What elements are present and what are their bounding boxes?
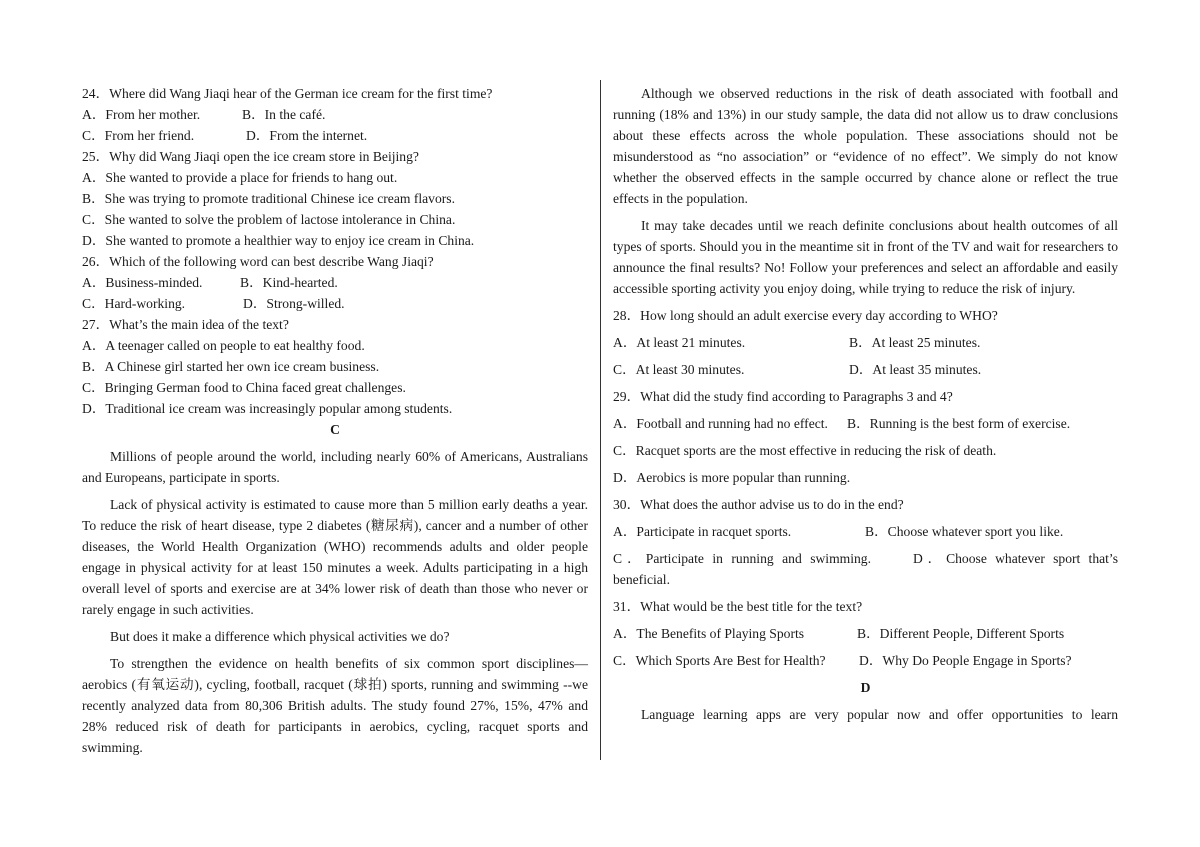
q31-option-c: C．Which Sports Are Best for Health? (613, 653, 826, 668)
q29-option-d: D．Aerobics is more popular than running. (613, 470, 851, 485)
q28-option-c: C．At least 30 minutes. (613, 362, 745, 377)
q25-stem: 25．Why did Wang Jiaqi open the ice cream store in Beijing? (82, 149, 419, 164)
q24-option-a: A．From her mother. (82, 107, 201, 122)
q24-options-row2 (82, 125, 588, 146)
q30-option-d-line2: beneficial. (613, 572, 670, 587)
q26-options-row1 (82, 272, 588, 293)
q28-stem: 28．How long should an adult exercise every day according to WHO? (613, 308, 998, 323)
q29-stem: 29．What did the study find according to Paragraphs 3 and 4? (613, 389, 953, 404)
left-column (82, 83, 588, 758)
q28-options-row2 (613, 359, 1118, 380)
passage-d-paragraph-1: Language learning apps are very popular now and offer opportunities to learn (641, 707, 1118, 722)
q24-stem: 24．Where did Wang Jiaqi hear of the German ice cream for the first time? (82, 86, 493, 101)
q25-option-b: B．She was trying to promote traditional Chinese ice cream flavors. (82, 191, 455, 206)
q29-option-c: C．Racquet sports are the most effective in reducing the risk of death. (613, 443, 997, 458)
q30-option-b: B．Choose whatever sport you like. (865, 524, 1064, 539)
q31-option-d: D．Why Do People Engage in Sports? (859, 653, 1072, 668)
q26-option-c: C．Hard-working. (82, 296, 186, 311)
q30-stem: 30．What does the author advise us to do in the end? (613, 497, 904, 512)
q24-option-c: C．From her friend. (82, 128, 195, 143)
passage-c-paragraph-2: Lack of physical activity is estimated to cause more than 5 million early deaths a year. To reduce the risk of heart disease, type 2 diabetes (糖尿病), cancer and a number of other diseases, the World Health Organization (WHO) recommends adults and older people engage in physical activity for at least 150 minutes a week. Adults participating in a high overall level of sports and exercise are at 34% lower risk of death than those who never or rarely engage in such activities. (82, 497, 588, 617)
right-column (613, 83, 1118, 725)
q27-option-a: A．A teenager called on people to eat healthy food. (82, 338, 365, 353)
q25-option-d: D．She wanted to promote a healthier way to enjoy ice cream in China. (82, 233, 475, 248)
q28-option-b: B．At least 25 minutes. (849, 335, 981, 350)
q29-option-a: A．Football and running had no effect. (613, 416, 828, 431)
passage-c-paragraph-4: To strengthen the evidence on health benefits of six common sport disciplines—aerobics (有氧运动), cycling, football, racquet (球拍) sports, running and swimming --we recently analyzed data from 80,306 British adults. The study found 27%, 15%, 47% and 28% reduced risk of death for participants in aerobics, cycling, racquet sports and swimming. (82, 656, 588, 755)
passage-c-paragraph-3: But does it make a difference which physical activities we do? (110, 629, 450, 644)
q26-option-a: A．Business-minded. (82, 275, 203, 290)
q24-option-b: B．In the café. (242, 107, 326, 122)
q25-option-a: A．She wanted to provide a place for friends to hang out. (82, 170, 398, 185)
q31-options-row1 (613, 623, 1118, 644)
section-d-heading: D (860, 680, 871, 695)
q27-option-c: C．Bringing German food to China faced great challenges. (82, 380, 406, 395)
q27-option-b: B．A Chinese girl started her own ice cream business. (82, 359, 380, 374)
q25-option-c: C．She wanted to solve the problem of lactose intolerance in China. (82, 212, 456, 227)
q24-options-row1 (82, 104, 588, 125)
q31-stem: 31．What would be the best title for the text? (613, 599, 863, 614)
column-divider (600, 80, 601, 760)
q30-options-row2 (613, 548, 1118, 590)
q30-option-d-line1: D．Choose whatever sport that’s (913, 551, 1118, 566)
q30-option-a: A．Participate in racquet sports. (613, 524, 792, 539)
passage-c-paragraph-1: Millions of people around the world, including nearly 60% of Americans, Australians and Europeans, participate in sports. (82, 449, 588, 485)
passage-c-paragraph-5: Although we observed reductions in the risk of death associated with football and running (18% and 13%) in our study sample, the data did not allow us to draw conclusions about these effects across the whole population. These associations should not be misunderstood as “no association” or “evidence of no effect”. We simply do not know whether the observed effects in the sample occurred by chance alone or reflect the true effects in the population. (613, 86, 1118, 206)
q24-option-d: D．From the internet. (246, 128, 368, 143)
q28-option-a: A．At least 21 minutes. (613, 335, 746, 350)
q31-option-a: A．The Benefits of Playing Sports (613, 626, 805, 641)
q30-options-row1 (613, 521, 1118, 542)
q26-stem: 26．Which of the following word can best describe Wang Jiaqi? (82, 254, 434, 269)
q28-option-d: D．At least 35 minutes. (849, 362, 982, 377)
section-c-heading: C (330, 422, 340, 437)
q29-option-b: B．Running is the best form of exercise. (847, 416, 1071, 431)
q29-options-row1 (613, 413, 1118, 434)
q26-options-row2 (82, 293, 588, 314)
q26-option-b: B．Kind-hearted. (240, 275, 338, 290)
q26-option-d: D．Strong-willed. (243, 296, 345, 311)
q30-option-c: C．Participate in running and swimming. (613, 551, 871, 566)
passage-c-paragraph-6: It may take decades until we reach definite conclusions about health outcomes of all types of sports. Should you in the meantime sit in front of the TV and wait for researchers to announce the final results? No! Follow your preferences and select an affordable and easily accessible sporting activity you enjoy doing, while trying to reduce the risk of injury. (613, 218, 1118, 296)
q31-options-row2 (613, 650, 1118, 671)
q27-option-d: D．Traditional ice cream was increasingly popular among students. (82, 401, 453, 416)
q27-stem: 27．What’s the main idea of the text? (82, 317, 289, 332)
q28-options-row1 (613, 332, 1118, 353)
q31-option-b: B．Different People, Different Sports (857, 626, 1065, 641)
